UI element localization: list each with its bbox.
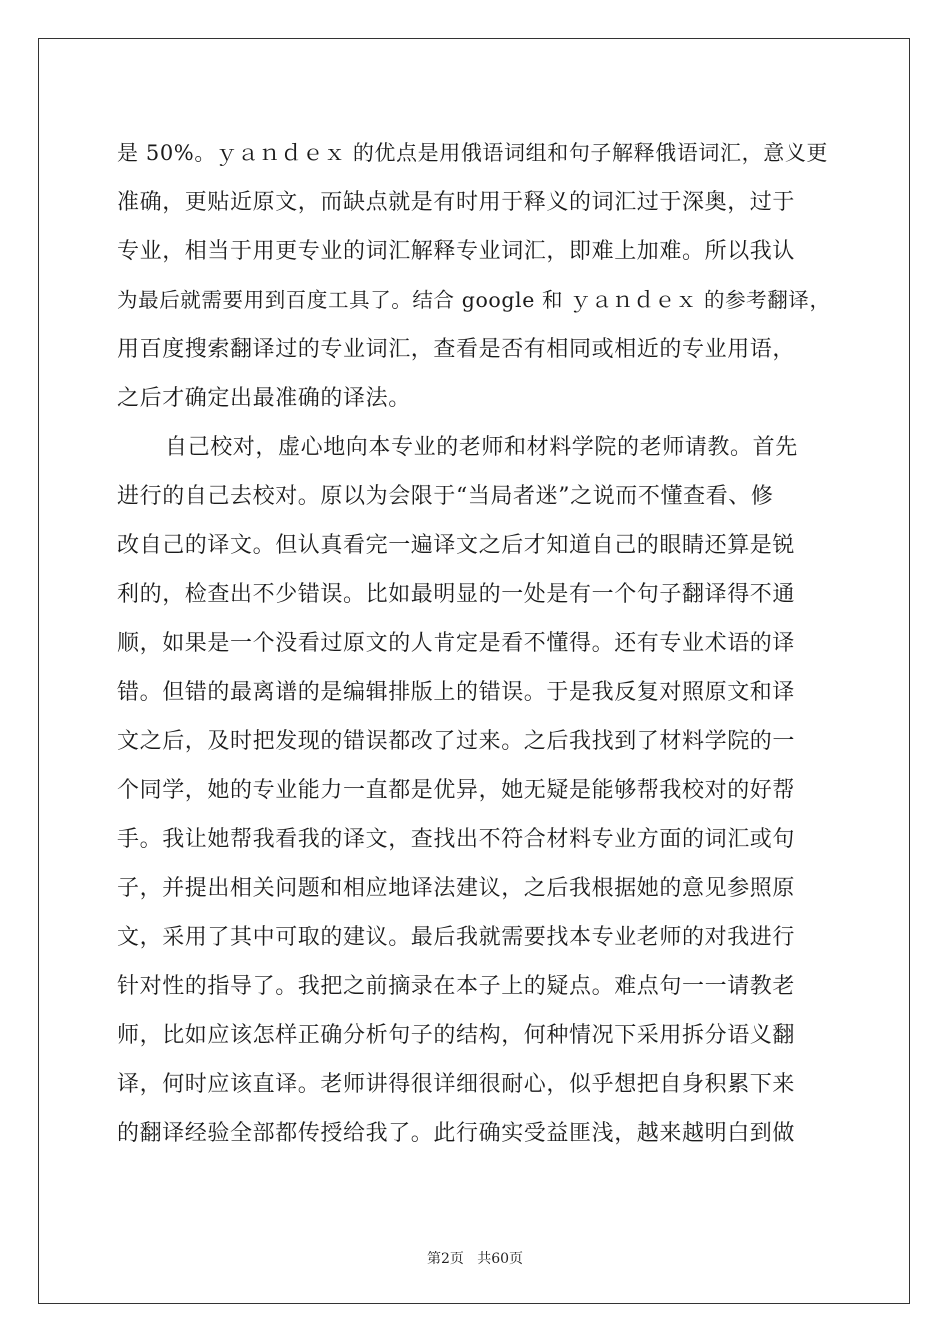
text-line: 准确，更贴近原文，而缺点就是有时用于释义的词汇过于深奥，过于 <box>117 190 796 215</box>
text-line: 文，采用了其中可取的建议。最后我就需要找本专业老师的对我进行 <box>117 925 796 950</box>
text-line: 个同学，她的专业能力一直都是优异，她无疑是能够帮我校对的好帮 <box>117 778 796 803</box>
text-line: 之后才确定出最准确的译法。 <box>117 386 411 411</box>
text-line: 顺，如果是一个没看过原文的人肯定是看不懂得。还有专业术语的译 <box>117 631 796 656</box>
text-line: 利的，检查出不少错误。比如最明显的一处是有一个句子翻译得不通 <box>117 582 796 607</box>
text-line: 文之后，及时把发现的错误都改了过来。之后我找到了材料学院的一 <box>117 729 796 754</box>
text-line: 为最后就需要用到百度工具了。结合 google 和 ｙａｎｄｅｘ 的参考翻译， <box>117 288 831 312</box>
text-line: 用百度搜索翻译过的专业词汇，查看是否有相同或相近的专业用语， <box>117 337 796 362</box>
text-line: 改自己的译文。但认真看完一遍译文之后才知道自己的眼睛还算是锐 <box>117 533 796 558</box>
text-line: 错。但错的最离谱的是编辑排版上的错误。于是我反复对照原文和译 <box>117 680 796 705</box>
paragraph-first-line: 自己校对，虚心地向本专业的老师和材料学院的老师请教。首先 <box>165 435 798 460</box>
text-line: 是 50%。ｙａｎｄｅｘ 的优点是用俄语词组和句子解释俄语词汇，意义更 <box>117 141 829 165</box>
document-body <box>117 129 835 1158</box>
text-line: 译，何时应该直译。老师讲得很详细很耐心，似乎想把自身积累下来 <box>117 1072 796 1097</box>
text-line: 专业，相当于用更专业的词汇解释专业词汇，即难上加难。所以我认 <box>117 239 796 264</box>
text-line: 针对性的指导了。我把之前摘录在本子上的疑点。难点句一一请教老 <box>117 974 796 999</box>
text-line: 手。我让她帮我看我的译文，查找出不符合材料专业方面的词汇或句 <box>117 827 796 852</box>
text-line: 的翻译经验全部都传授给我了。此行确实受益匪浅，越来越明白到做 <box>117 1121 796 1146</box>
page-footer: 第2页 共60页 <box>426 1251 524 1267</box>
text-line: 进行的自己去校对。原以为会限于“当局者迷”之说而不懂查看、修 <box>117 484 774 509</box>
text-line: 子，并提出相关问题和相应地译法建议，之后我根据她的意见参照原 <box>117 876 796 901</box>
text-line: 师，比如应该怎样正确分析句子的结构，何种情况下采用拆分语义翻 <box>117 1023 796 1048</box>
